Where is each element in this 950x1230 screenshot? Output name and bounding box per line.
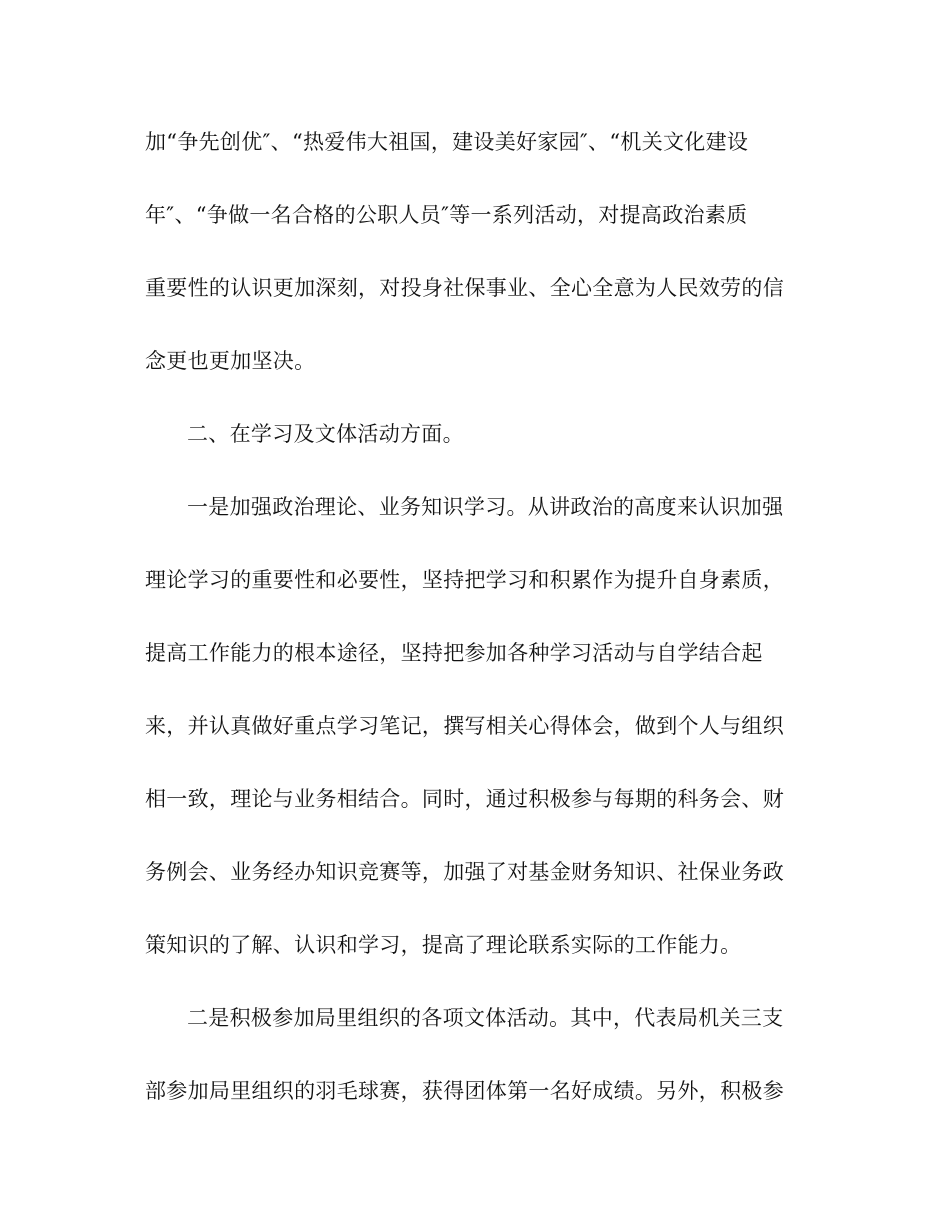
paragraph-1-line-6: 务例会、业务经办知识竞赛等，加强了对基金财务知识、社保业务政 <box>145 860 784 884</box>
paragraph-2-line-2: 部参加局里组织的羽毛球赛，获得团体第一名好成绩。另外，积极参 <box>145 1079 784 1103</box>
paragraph-1-line-7: 策知识的了解、认识和学习，提高了理论联系实际的工作能力。 <box>145 933 742 957</box>
paragraph-2-line-1: 二是积极参加局里组织的各项文体活动。其中，代表局机关三支 <box>187 1006 784 1030</box>
paragraph-1-line-5: 相一致，理论与业务相结合。同时，通过积极参与每期的科务会、财 <box>145 787 784 811</box>
paragraph-1-line-3: 提高工作能力的根本途径，坚持把参加各种学习活动与自学结合起 <box>145 641 763 665</box>
paragraph-1-line-2: 理论学习的重要性和必要性，坚持把学习和积累作为提升自身素质， <box>145 568 784 592</box>
paragraph-1-line-1: 一是加强政治理论、业务知识学习。从讲政治的高度来认识加强 <box>187 495 784 519</box>
text-line-4: 念更也更加坚决。 <box>145 349 316 373</box>
paragraph-1-line-4: 来，并认真做好重点学习笔记，撰写相关心得体会，做到个人与组织 <box>145 714 784 738</box>
text-line-2: 年″、“争做一名合格的公职人员″等一系列活动，对提高政治素质 <box>145 203 748 227</box>
section-heading-2: 二、在学习及文体活动方面。 <box>187 422 464 446</box>
text-line-1: 加“争先创优″、“热爱伟大祖国，建设美好家园″、“机关文化建设 <box>145 130 749 154</box>
document-body <box>145 122 805 1144</box>
text-line-3: 重要性的认识更加深刻，对投身社保事业、全心全意为人民效劳的信 <box>145 276 784 300</box>
